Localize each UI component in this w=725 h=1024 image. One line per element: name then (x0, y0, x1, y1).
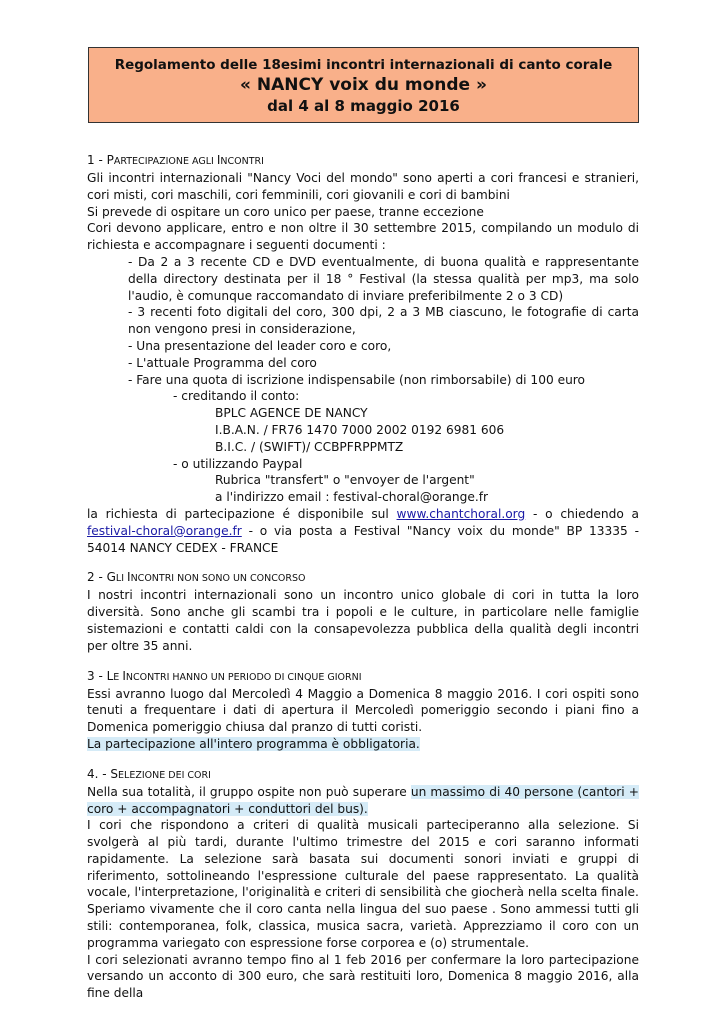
list-item: - 3 recenti foto digitali del coro, 300 dpi, 2 a 3 MB ciascuno, le fotografie di carta non vengono presi in considerazione, (128, 305, 639, 337)
document-body (87, 152, 639, 1002)
paypal-label: - o utilizzando Paypal (173, 456, 303, 471)
title-line-2: « NANCY voix du monde » (240, 75, 487, 95)
list-item: - Una presentazione del leader coro e coro, (128, 338, 392, 353)
section-3-heading: 3 - LE INCONTRI HANNO UN PERIODO DI CINQUE GIORNI (87, 668, 362, 683)
section-1-paragraph: Cori devono applicare, entro e non oltre il 30 settembre 2015, compilando un modulo di richiesta e accompagnare i seguenti documenti : (87, 221, 639, 253)
bank-bic: B.I.C. / (SWIFT)/ CCBPFRPPMTZ (215, 439, 404, 454)
website-link[interactable]: www.chantchoral.org (396, 506, 526, 521)
section-4-paragraph: I cori che rispondono a criteri di qualità musicali parteciperanno alla selezione. Si svolgerà al più tardi, durante l'ultimo trimestre del 2015 e cori saranno informati rapidamente. La selezione sarà basata sui documenti sonori inviati e gruppi di riferimento, sottolineando l'espressione culturale del paese rappresentato. La qualità vocale, l'interpretazione, l'originalità e criteri di sensibilità che giocherà nella scelta finale. (87, 818, 639, 900)
section-4-paragraph: Nella sua totalità, il gruppo ospite non può superare un massimo di 40 persone (cantori + coro + accompagnatori + conduttori del bus). (87, 784, 639, 816)
section-1-paragraph: Gli incontri internazionali "Nancy Voci del mondo" sono aperti a cori francesi e stranieri, cori misti, cori maschili, cori femminili, cori giovanili e cori di bambini (87, 171, 639, 202)
list-item: - L'attuale Programma del coro (128, 355, 317, 370)
title-line-3: dal 4 al 8 maggio 2016 (267, 97, 460, 115)
request-paragraph: la richiesta di partecipazione é disponibile sul www.chantchoral.org - o chiedendo a festival-choral@orange.fr - o via posta a Festival "Nancy voix du monde" BP 13335 - 54014 NANCY CEDEX - FRANCE (87, 506, 639, 555)
section-1-paragraph: Si prevede di ospitare un coro unico per paese, tranne eccezione (87, 204, 484, 219)
list-item: - Fare una quota di iscrizione indispensabile (non rimborsabile) di 100 euro (128, 372, 585, 387)
section-3-paragraph: Essi avranno luogo dal Mercoledì 4 Maggio a Domenica 8 maggio 2016. I cori ospiti sono tenuti a frequentare i dati di apertura il Mercoledì pomeriggio secondo i piani fino a Domenica pomeriggio chiusa dal pranzo di tutti coristi. (87, 686, 639, 735)
section-4-highlight: un massimo di 40 persone (cantori + coro + accompagnatori + conduttori del bus). (87, 784, 639, 816)
section-2-heading: 2 - GLI INCONTRI NON SONO UN CONCORSO (87, 570, 306, 585)
paypal-email: a l'indirizzo email : festival-choral@orange.fr (215, 490, 489, 505)
section-4-heading: 4. - SELEZIONE DEI CORI (87, 766, 211, 781)
email-link[interactable]: festival-choral@orange.fr (87, 523, 242, 538)
title-box (88, 47, 639, 123)
bank-iban: I.B.A.N. / FR76 1470 7000 2002 0192 6981 606 (215, 422, 505, 437)
paypal-rubric: Rubrica "transfert" o "envoyer de l'argent" (215, 473, 475, 488)
section-3-highlight: La partecipazione all'intero programma è obbligatoria. (87, 736, 420, 751)
section-1-heading: 1 - PARTECIPAZIONE AGLI INCONTRI (87, 153, 264, 167)
bank-name: BPLC AGENCE DE NANCY (215, 406, 368, 421)
title-line-1: Regolamento delle 18esimi incontri internazionali di canto corale (114, 57, 613, 73)
section-4-paragraph: Speriamo vivamente che il coro canta nella lingua del suo paese . Sono ammessi tutti gli stili: contemporanea, folk, classica, musica sacra, varietà. Apprezziamo il coro con un programma variegato con espressione forse corporea e (o) strumentale. (87, 902, 639, 950)
section-4-paragraph: I cori selezionati avranno tempo fino al 1 feb 2016 per confermare la loro partecipazione versando un acconto di 300 euro, che sarà restituiti loro, Domenica 8 maggio 2016, alla fine della (87, 952, 639, 1001)
list-item: - Da 2 a 3 recente CD e DVD eventualmente, di buona qualità e rappresentante della directory destinata per il 18 ° Festival (la stessa qualità per mp3, ma solo l'audio, è comunque raccomandato di inviare preferibilmente 2 o 3 CD) (128, 254, 639, 303)
credit-label: - creditando il conto: (173, 389, 300, 404)
section-2-paragraph: I nostri incontri internazionali sono un incontro unico globale di cori in tutta la loro diversità. Sono anche gli scambi tra i popoli e le culture, in particolare nelle famiglie sistemazioni e contatti caldi con la consapevolezza pubblica della qualità degli incontri per oltre 35 anni. (87, 588, 639, 653)
